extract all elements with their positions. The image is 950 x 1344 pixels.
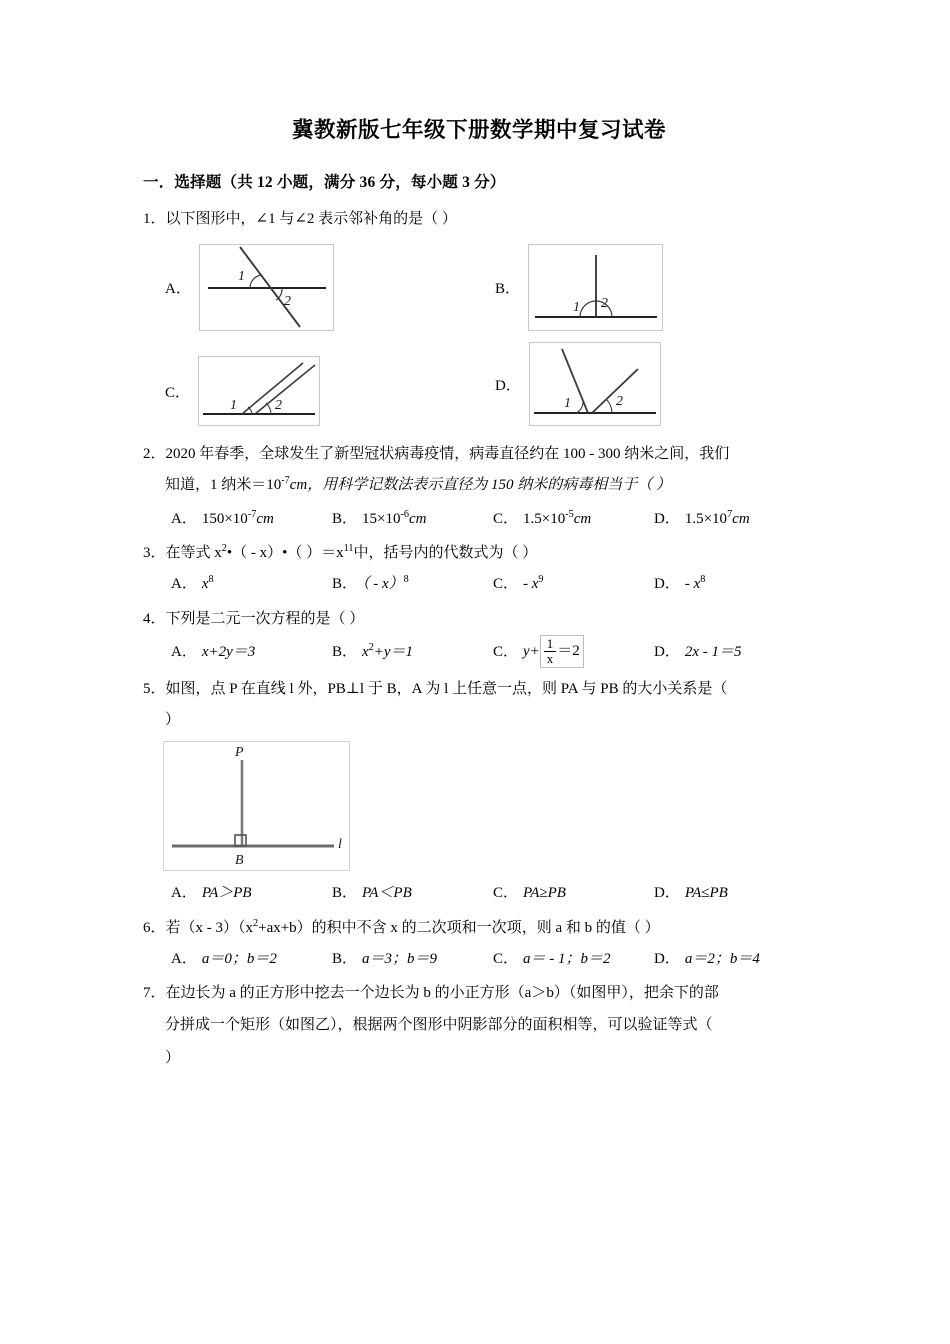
question-3-text-c: 中，括号内的代数式为（ ） bbox=[353, 545, 538, 562]
fraction-one-over-x: $\frac{1}{x}$ bbox=[544, 637, 557, 665]
question-5-stem-line-2: ） bbox=[165, 711, 181, 728]
question-5-figure bbox=[163, 741, 350, 871]
question-2-text-1: 2020 年春季，全球发生了新型冠状病毒疫情，病毒直径约在 100 - 300 纳米之间，我们 bbox=[165, 446, 730, 463]
svg-text:2: 2 bbox=[283, 294, 291, 310]
svg-text:1: 1 bbox=[563, 396, 571, 412]
question-7-text-1: 在边长为 a 的正方形中挖去一个边长为 b 的小正方形（a＞b）（如图甲），把余下的部 bbox=[165, 985, 719, 1002]
question-2-exponent: -7 bbox=[281, 475, 290, 487]
question-2-text-2b: cm，用科学记数法表示直径为 150 纳米的病毒相当于（ ） bbox=[289, 477, 672, 494]
question-5-option-a[interactable]: A． PA＞PB bbox=[171, 885, 252, 902]
svg-text:B: B bbox=[235, 853, 244, 869]
question-4-options bbox=[143, 636, 815, 669]
svg-text:1: 1 bbox=[237, 269, 245, 285]
svg-text:1: 1 bbox=[230, 398, 238, 414]
option-a-figure bbox=[199, 244, 334, 331]
svg-text:l: l bbox=[338, 837, 342, 853]
question-4-option-a[interactable]: A． x+2y＝3 bbox=[171, 644, 256, 661]
option-a-label: A． bbox=[165, 281, 191, 298]
svg-text:2: 2 bbox=[615, 394, 623, 410]
question-3-number: 3． bbox=[143, 545, 166, 562]
svg-text:1: 1 bbox=[573, 300, 581, 316]
question-5-options bbox=[143, 879, 815, 908]
page-content bbox=[143, 118, 815, 1077]
question-1-number: 1． bbox=[143, 210, 166, 227]
question-6-text-b: +ax+b）的积中不含 x 的二次项和一次项，则 a 和 b 的值（ ） bbox=[258, 919, 660, 936]
question-7-number: 7． bbox=[143, 985, 166, 1002]
option-b-figure bbox=[528, 244, 663, 331]
question-2-options bbox=[143, 505, 815, 534]
adjacent-angles-diagram-d bbox=[530, 343, 660, 425]
question-5-stem-line-1 bbox=[143, 675, 815, 704]
question-2-stem-line-1 bbox=[143, 440, 815, 469]
question-6-text-a: 若（x - 3）（x bbox=[165, 919, 254, 936]
question-4-option-b[interactable]: B． $x^2+y=1$ bbox=[332, 642, 414, 661]
question-3-option-a[interactable]: A． $x^8$ bbox=[171, 574, 214, 593]
question-6-stem: 6．若$(x - 3)(x^2+ax+b)$的积中不含 x 的二次项和一次项，则 a 和 b 的值（ ） bbox=[143, 917, 660, 936]
question-6-option-d[interactable]: D． a＝2；b＝4 bbox=[654, 950, 760, 967]
section-heading: 一．选择题（共 12 小题，满分 36 分，每小题 3 分） bbox=[143, 173, 506, 191]
question-1-option-d[interactable] bbox=[495, 342, 661, 426]
perpendicular-line-diagram bbox=[164, 742, 349, 870]
question-2-stem-line-2 bbox=[143, 471, 815, 500]
question-2-number: 2． bbox=[143, 446, 166, 463]
question-1-option-a[interactable] bbox=[165, 244, 334, 331]
question-1-option-b[interactable] bbox=[495, 244, 663, 331]
question-4-number: 4． bbox=[143, 610, 166, 627]
question-2-option-a[interactable]: A． $150\times 10^{-7}cm$ bbox=[171, 508, 274, 527]
adjacent-angles-diagram-a bbox=[200, 245, 333, 330]
adjacent-angles-diagram-c bbox=[199, 357, 319, 425]
question-1-option-c[interactable] bbox=[165, 356, 320, 426]
option-b-label: B． bbox=[495, 281, 521, 298]
question-5-figure-wrap bbox=[143, 741, 815, 871]
question-6-number: 6． bbox=[143, 919, 166, 936]
question-3-text-b: •（ - x）•（ ）＝x bbox=[226, 545, 344, 562]
option-c-label: C． bbox=[165, 384, 191, 401]
question-2-option-d[interactable]: D． $1.5\times 10^7cm$ bbox=[654, 508, 750, 527]
page-title: 冀教新版七年级下册数学期中复习试卷 bbox=[291, 118, 666, 142]
question-6-option-a[interactable]: A． a＝0；b＝2 bbox=[171, 950, 277, 967]
question-3-option-b[interactable]: B． （ - x）$^8$ bbox=[332, 574, 409, 593]
question-2-option-b[interactable]: B． $15\times 10^{-6}cm$ bbox=[332, 508, 427, 527]
question-6-options bbox=[143, 945, 815, 974]
question-7-stem-line-1 bbox=[143, 979, 815, 1008]
option-d-label: D． bbox=[495, 377, 521, 394]
question-5-text-1: 如图，点 P 在直线 l 外，PB⊥l 于 B，A 为 l 上任意一点，则 PA 与 PB 的大小关系是（ bbox=[165, 680, 728, 697]
question-3-option-c[interactable]: C． - $x^9$ bbox=[493, 574, 544, 593]
question-6-option-c[interactable]: C． a＝ - 1；b＝2 bbox=[493, 950, 611, 967]
question-5-number: 5． bbox=[143, 680, 166, 697]
question-3-options bbox=[143, 570, 815, 599]
question-3-stem: 3．在等式 $x^2•$（ - x）•（ ）$=x^{11}$中，括号内的代数式为（ ） bbox=[143, 543, 538, 562]
svg-text:P: P bbox=[235, 745, 244, 761]
question-4-text: 下列是二元一次方程的是（ ） bbox=[165, 610, 365, 627]
fraction-box: $\frac{1}{x}$ ＝2 bbox=[540, 635, 584, 668]
question-3-text-a: 在等式 x bbox=[165, 545, 222, 562]
question-1-text: 以下图形中，∠1 与∠2 表示邻补角的是（ ） bbox=[165, 210, 457, 227]
question-5-option-c[interactable]: C． PA≥PB bbox=[493, 885, 566, 902]
question-5-option-d[interactable]: D． PA≤PB bbox=[654, 885, 728, 902]
adjacent-angles-diagram-b bbox=[529, 245, 662, 330]
option-d-figure bbox=[529, 342, 661, 426]
question-2-text-2a: 知道，1 纳米＝10 bbox=[165, 477, 282, 494]
question-6-option-b[interactable]: B． a＝3；b＝9 bbox=[332, 950, 438, 967]
question-5-option-b[interactable]: B． PA＜PB bbox=[332, 885, 412, 902]
question-4-option-c[interactable]: C． y+ $\frac{1}{x}$ ＝2 bbox=[493, 636, 654, 669]
question-7-stem-line-2: 分拼成一个矩形（如图乙），根据两个图形中阴影部分的面积相等，可以验证等式（ bbox=[165, 1016, 713, 1033]
question-1-stem bbox=[143, 205, 815, 234]
question-4-option-d[interactable]: D． 2x - 1＝5 bbox=[654, 644, 742, 661]
question-1-figures bbox=[143, 244, 815, 434]
question-4-stem bbox=[143, 605, 815, 634]
question-2-option-c[interactable]: C． $1.5\times 10^{-5}cm$ bbox=[493, 508, 592, 527]
question-3-option-d[interactable]: D． - $x^8$ bbox=[654, 574, 706, 593]
svg-text:2: 2 bbox=[601, 296, 609, 312]
question-7-stem-line-3: ） bbox=[165, 1049, 181, 1066]
svg-text:2: 2 bbox=[275, 398, 283, 414]
option-c-figure bbox=[198, 356, 320, 426]
